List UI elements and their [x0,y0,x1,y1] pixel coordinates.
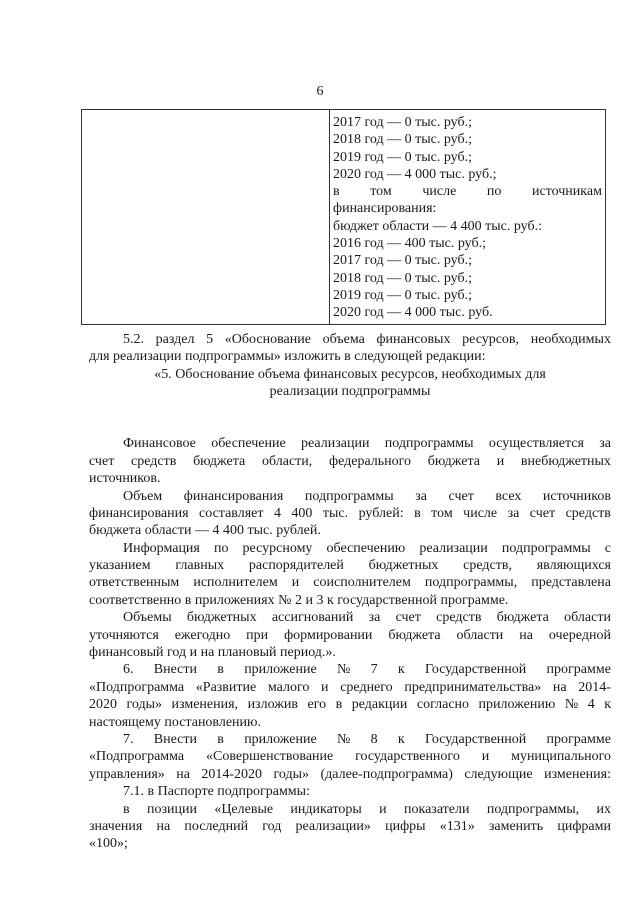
text-line: 2019 год — 0 тыс. руб.; [333,287,472,303]
word: цифры [385,818,426,834]
word: Внести [153,662,197,678]
word: бюджета [427,453,480,469]
text-line: «5. Обоснование объема финансовых ресурсов, необходимых для [154,366,546,382]
word: числе [463,505,498,521]
word: в [217,731,224,747]
word: к [397,731,405,747]
word: главных [175,558,225,574]
word: 2014-2020 [201,766,263,782]
text-line [89,488,611,505]
word: «Подпрограмма [89,749,185,765]
word: подпрограммы, [424,575,518,591]
word: «131» [439,818,475,834]
text-line [333,183,602,200]
word: 400 [291,505,313,521]
text-line [89,505,611,522]
text-line: финансирования: [333,201,437,217]
word: 6. [123,662,134,678]
word: Внести [153,731,197,747]
text-line: 2018 год — 0 тыс. руб.; [333,132,472,148]
word: в [335,697,343,713]
word: представлена [531,575,611,591]
word: средств [131,453,177,469]
word: средств [565,505,611,521]
word: согласно [416,697,470,713]
word: источников [542,488,611,504]
word: 5 [206,332,214,347]
word: необходимых [530,332,611,347]
word: годы» [126,697,163,713]
word: реализации» [295,818,371,834]
text-line [89,696,611,713]
word: Объемы [123,610,172,626]
word: 4 [273,505,281,521]
word: ресурсному [242,540,313,556]
word: бюджетных [186,610,257,626]
text-line: 2018 год — 0 тыс. руб.; [333,270,472,286]
word: всех [495,488,522,504]
word: уточняются [89,627,159,643]
word: Финансовое [123,436,196,452]
word: значения [89,818,143,834]
word: раздел [155,332,195,347]
text-line [89,401,611,418]
word: ответственным [89,575,180,591]
text-line: 2017 год — 0 тыс. руб.; [333,115,472,130]
word: № [337,731,351,747]
text-line: 7.1. в Паспорте подпрограммы: [123,784,310,800]
word: осуществляется [488,436,584,452]
text-line: финансовый год и на плановый период.». [89,645,336,661]
word: индикаторы [290,801,362,817]
text-line: источников. [89,471,161,487]
text-line: реализации подпрограммы [269,384,431,400]
word: по [486,184,502,200]
text-line [89,766,611,783]
word: последний [184,818,249,834]
text-line: для реализации подпрограммы» изложить в следующей редакции: [89,349,486,365]
text-line [89,731,611,748]
word: при [246,627,269,643]
word: объема [322,332,365,347]
document-body [89,331,611,853]
word: соисполнителем [313,575,411,591]
word: реализации [301,436,370,452]
word: тыс. [322,505,349,521]
word: «Целевые [214,801,274,817]
word: финансирования [89,505,189,521]
word: государственного [355,749,460,765]
word: области [564,610,611,626]
text-line: бюджет области — 4 400 тыс. руб.: [333,218,542,234]
word: ассигнований [271,610,354,626]
word: 7. [123,731,134,747]
word: том [370,184,392,200]
word: «Развитие [195,679,257,695]
word: за [368,610,381,626]
word: за [599,436,611,452]
word: малого [267,679,310,695]
table-right-cell [330,110,605,324]
word: цифрами [557,818,611,834]
word: бюджета [496,610,549,626]
text-line: 2020 год — 4 000 тыс. руб. [333,305,493,321]
word: финансовых [376,332,451,347]
word: ежегодно [174,627,231,643]
text-line [89,331,611,348]
word: предпринимательства» [404,679,542,695]
word: и [321,679,329,695]
text-line: «100»; [89,836,128,852]
word: счет [529,505,556,521]
page-number: 6 [316,84,324,99]
word: позиции [146,801,197,817]
word: 5.2. [123,332,144,347]
word: «Совершенствование [206,749,334,765]
word: Государственной [425,662,527,678]
word: средств, [463,558,512,574]
word: (далее-подпрограмма) [320,766,453,782]
word: 4 [587,697,595,713]
word: изложив [247,697,298,713]
word: «Подпрограмма [89,679,185,695]
word: и [481,749,490,765]
text-line [89,748,611,765]
word: счет [448,488,474,504]
word: подпрограммы [304,488,394,504]
word: числе [422,184,457,200]
word: подпрограммы [384,436,474,452]
word: 2020 [89,697,117,713]
table-left-cell [82,110,330,324]
word: подпрограммы [501,540,591,556]
text-line [89,418,611,435]
word: в [123,801,130,817]
word: за [415,488,427,504]
word: указанием [89,558,151,574]
word: Объем [123,488,163,504]
text-line [89,557,611,574]
word: бюджетных [368,558,439,574]
text-line: бюджета области — 4 400 тыс. рублей. [89,523,321,539]
word: годы» [273,766,310,782]
word: по [213,540,229,556]
word: приложение [244,731,317,747]
word: следующие [464,766,533,782]
word: том [431,505,453,521]
text-line: 2020 год — 4 000 тыс. руб.; [333,166,497,182]
text-line [89,540,611,557]
word: изменения, [171,697,239,713]
word: ресурсов, [462,332,520,347]
word: показатели [404,801,470,817]
word: № [564,697,579,713]
word: подпрограммы, [486,801,580,817]
funding-table [81,109,606,325]
word: заменить [488,818,544,834]
word: и [379,801,387,817]
text-line [89,679,611,696]
word: формировании [284,627,373,643]
word: № [337,662,351,678]
word: 8 [370,731,378,747]
word: счет [89,453,115,469]
text-line [89,609,611,626]
word: с [604,540,611,556]
text-line: настоящему постановлению. [89,714,261,730]
word: их [596,801,611,817]
text-line [89,574,611,591]
text-line [89,627,611,644]
word: рублей: [358,505,404,521]
word: на [552,679,567,695]
word: год [262,818,282,834]
text-line [89,453,611,470]
word: составляет [199,505,264,521]
word: редакции [351,697,408,713]
word: счет [395,610,421,626]
word: финансирования [183,488,284,504]
word: обеспечению [326,540,406,556]
word: обеспечение [211,436,286,452]
word: источникам [531,184,602,200]
text-line: 2019 год — 0 тыс. руб.; [333,149,472,165]
word: 7 [370,662,378,678]
word: средств [436,610,482,626]
word: за [507,505,520,521]
text-line [89,661,611,678]
word: исполнителем [193,575,278,591]
word: управления» [89,766,165,782]
word: внебюджетных [520,453,611,469]
word: на [519,627,533,643]
word: приложение [244,662,317,678]
word: бюджета [193,453,246,469]
word: области [456,627,504,643]
text-line [89,435,611,452]
word: в [217,662,224,678]
text-line [89,801,611,818]
word: в [414,505,421,521]
word: среднего [340,679,393,695]
word: приложению [478,697,556,713]
word: муниципального [511,749,611,765]
word: изменения: [544,766,611,782]
word: «Обоснование [224,332,311,347]
word: очередной [548,627,611,643]
word: Информация [123,540,200,556]
word: реализации [419,540,488,556]
word: на [156,818,171,834]
word: 2014- [578,679,611,695]
word: распорядителей [248,558,344,574]
word: являющихся [536,558,611,574]
word: области, [261,453,313,469]
word: и [291,575,300,591]
word: в [333,184,340,200]
word: и [496,453,505,469]
word: его [307,697,327,713]
word: к [604,697,611,713]
word: федерального [329,453,412,469]
word: к [397,662,405,678]
text-line: соответственно в приложениях № 2 и 3 к государственной программе. [89,592,509,608]
word: бюджета [388,627,441,643]
text-line: 2017 год — 0 тыс. руб.; [333,253,472,269]
word: Государственной [425,731,527,747]
word: на [176,766,190,782]
word: программе [546,662,611,678]
text-line: 2016 год — 400 тыс. руб.; [333,236,486,252]
word: программе [546,731,611,747]
text-line [89,818,611,835]
